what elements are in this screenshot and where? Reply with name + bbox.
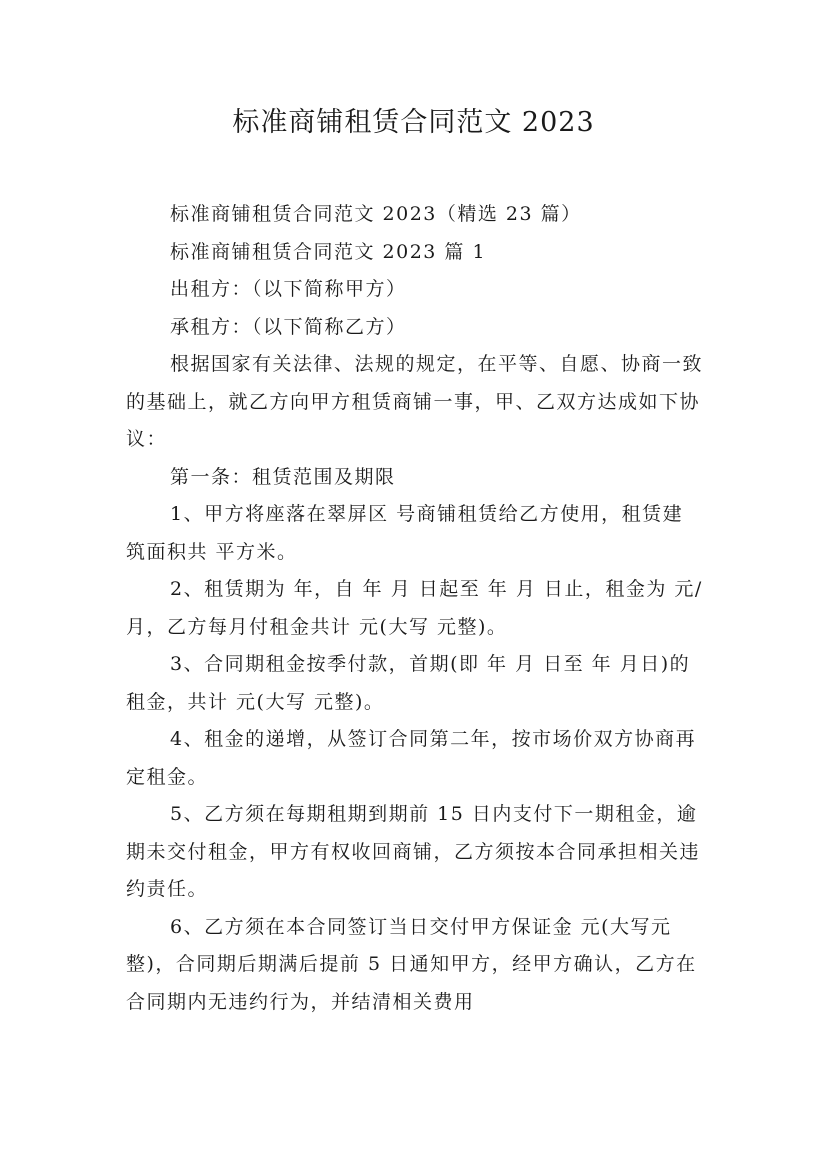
paragraph-clause-5: 5、乙方须在每期租期到期前 15 日内支付下一期租金，逾期未交付租金，甲方有权收回商铺，乙方须按本合同承担相关违约责任。 (126, 803, 701, 900)
paragraph-preamble: 根据国家有关法律、法规的规定，在平等、自愿、协商一致的基础上，就乙方向甲方租赁商铺一事，甲、乙双方达成如下协议： (126, 353, 704, 450)
paragraph-clause-3: 3、合同期租金按季付款，首期(即 年 月 日至 年 月日)的租金，共计 元(大写 元整)。 (126, 653, 691, 713)
paragraph-clause-2: 2、租赁期为 年，自 年 月 日起至 年 月 日止，租金为 元/月，乙方每月付租金共计 元(大写 元整)。 (126, 578, 703, 638)
paragraph-clause-1: 1、甲方将座落在翠屏区 号商铺租赁给乙方使用，租赁建筑面积共 平方米。 (126, 503, 684, 563)
paragraph-lessor: 出租方：（以下简称甲方） (170, 278, 407, 300)
paragraph-section-heading: 标准商铺租赁合同范文 2023 篇 1 (170, 240, 487, 263)
paragraph-clause-4: 4、租金的递增，从签订合同第二年，按市场价双方协商再定租金。 (126, 728, 697, 788)
paragraph-article-1-heading: 第一条：租赁范围及期限 (170, 465, 396, 488)
paragraph-lessee: 承租方：（以下简称乙方） (170, 315, 407, 338)
document-title: 标准商铺租赁合同范文 2023 (232, 107, 595, 138)
document-body (126, 196, 703, 1021)
paragraph-subtitle: 标准商铺租赁合同范文 2023（精选 23 篇） (170, 203, 582, 225)
paragraph-clause-6: 6、乙方须在本合同签订当日交付甲方保证金 元(大写元整)，合同期后期满后提前 5 日通知甲方，经甲方确认，乙方在合同期内无违约行为，并结清相关费用 (126, 915, 697, 1013)
